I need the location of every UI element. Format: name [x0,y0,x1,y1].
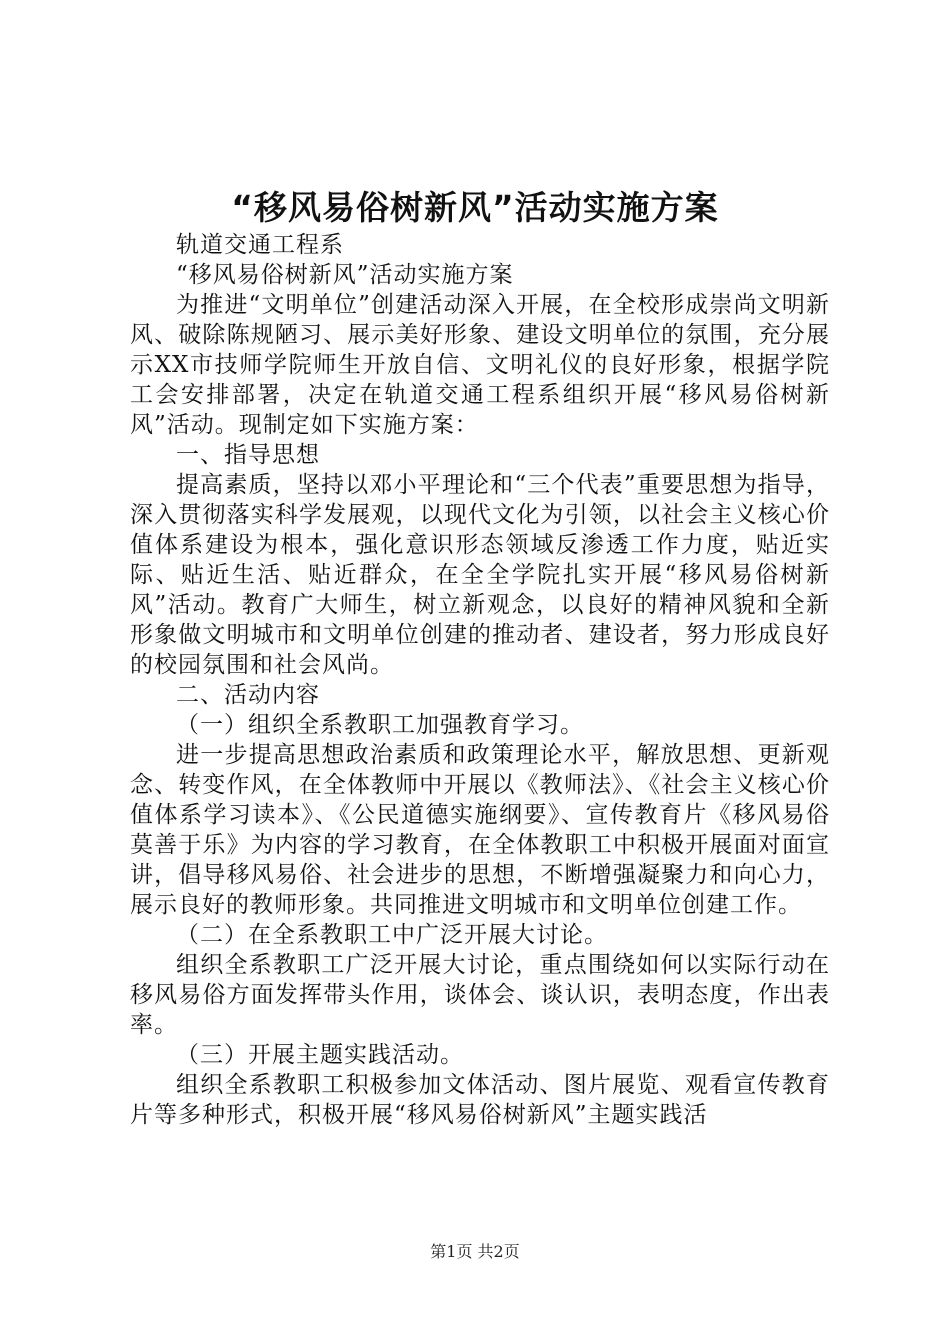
subsection-heading-1: （一）组织全系教职工加强教育学习。 [176,712,584,738]
subsection-heading-2: （二）在全系教职工中广泛开展大讨论。 [176,922,608,948]
section-heading-guiding-ideology: 一、指导思想 [176,442,320,468]
document-body [130,230,830,1130]
subsection-2-paragraph: 组织全系教职工广泛开展大讨论，重点围绕如何以实际行动在移风易俗方面发挥带头作用，谈体会、谈认识，表明态度，作出表率。 [130,952,830,1038]
guiding-ideology-paragraph: 提高素质，坚持以邓小平理论和“三个代表”重要思想为指导，深入贯彻落实科学发展观，以现代文化为引领，以社会主义核心价值体系建设为根本，强化意识形态领域反渗透工作力度，贴近实际、贴近生活、贴近群众，在全全学院扎实开展“移风易俗树新风”活动。教育广大师生，树立新观念，以良好的精神风貌和全新形象做文明城市和文明单位创建的推动者、建设者，努力形成良好的校园氛围和社会风尚。 [130,472,830,678]
intro-paragraph: 为推进“文明单位”创建活动深入开展，在全校形成崇尚文明新风、破除陈规陋习、展示美好形象、建设文明单位的氛围，充分展示XX市技师学院师生开放自信、文明礼仪的良好形象，根据学院工会安排部署，决定在轨道交通工程系组织开展“移风易俗树新风”活动。现制定如下实施方案： [130,292,830,438]
document-title: “移风易俗树新风”活动实施方案 [231,188,719,227]
page-footer: 第1页 共2页 [430,1242,520,1261]
subtitle-line: “移风易俗树新风”活动实施方案 [176,262,514,288]
section-heading-activity-content: 二、活动内容 [176,682,320,708]
department-line: 轨道交通工程系 [176,232,344,258]
subsection-1-paragraph: 进一步提高思想政治素质和政策理论水平，解放思想、更新观念、转变作风，在全体教师中开展以《教师法》、《社会主义核心价值体系学习读本》、《公民道德实施纲要》、宣传教育片《移风易俗莫善于乐》为内容的学习教育，在全体教职工中积极开展面对面宣讲，倡导移风易俗、社会进步的思想，不断增强凝聚力和向心力，展示良好的教师形象。共同推进文明城市和文明单位创建工作。 [130,742,830,918]
subsection-3-paragraph: 组织全系教职工积极参加文体活动、图片展览、观看宣传教育片等多种形式，积极开展“移风易俗树新风”主题实践活 [130,1072,830,1128]
subsection-heading-3: （三）开展主题实践活动。 [176,1042,464,1068]
